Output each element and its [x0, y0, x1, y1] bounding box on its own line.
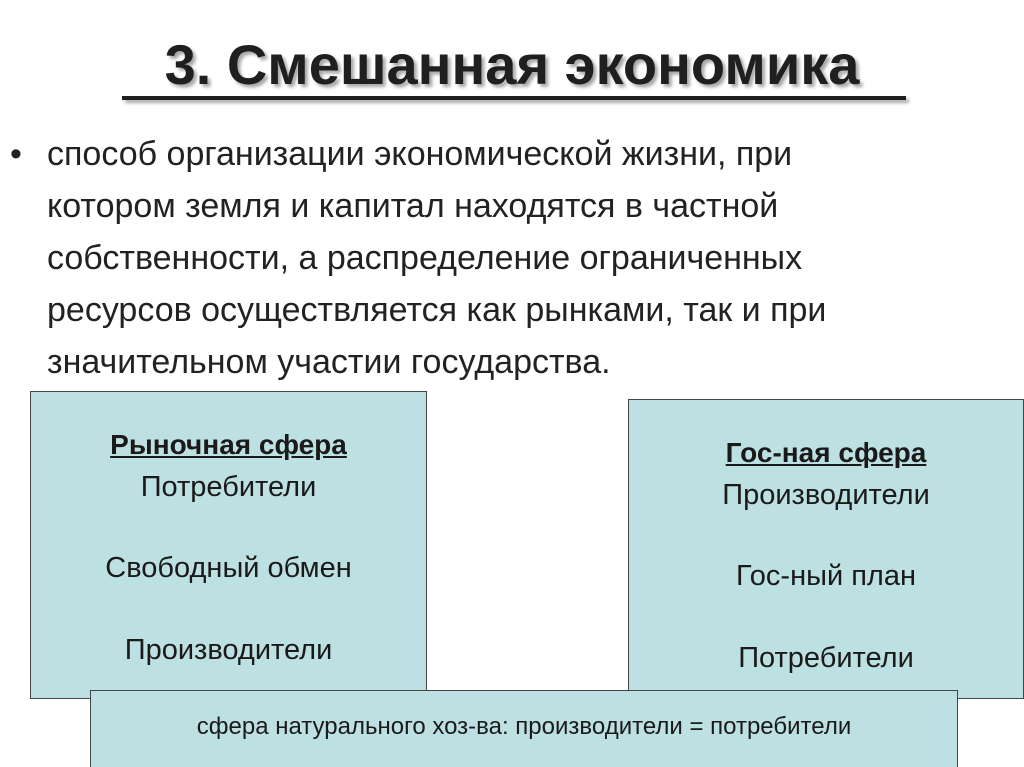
market-sphere-heading: Рыночная сфера [110, 429, 347, 460]
market-sphere-item: Потребители [140, 471, 317, 503]
slide-title: 3. Смешанная экономика [164, 33, 860, 96]
state-sphere-box [628, 399, 1024, 699]
natural-sphere-text: сфера натурального хоз-ва: производители = потребители [196, 713, 852, 740]
definition-line: ресурсов осуществляется как рынками, так и при [47, 291, 827, 329]
definition-line: значительном участии государства. [47, 343, 611, 381]
state-sphere-item: Производители [722, 479, 930, 511]
state-sphere-item: Потребители [738, 642, 914, 674]
market-sphere-item: Производители [124, 634, 333, 666]
market-sphere-box [30, 391, 427, 699]
definition-line: собственности, а распределение ограниченных [47, 239, 803, 277]
state-sphere-item: Гос-ный план [736, 560, 916, 592]
definition-text [47, 128, 1007, 388]
natural-sphere-box [90, 690, 958, 767]
definition-line: способ организации экономической жизни, при [47, 135, 793, 173]
state-sphere-heading: Гос-ная сфера [725, 437, 927, 468]
definition-line: котором земля и капитал находятся в частной [47, 187, 779, 225]
bullet-icon: • [10, 135, 22, 173]
market-sphere-item: Свободный обмен [105, 552, 352, 584]
title-underline [122, 96, 906, 100]
